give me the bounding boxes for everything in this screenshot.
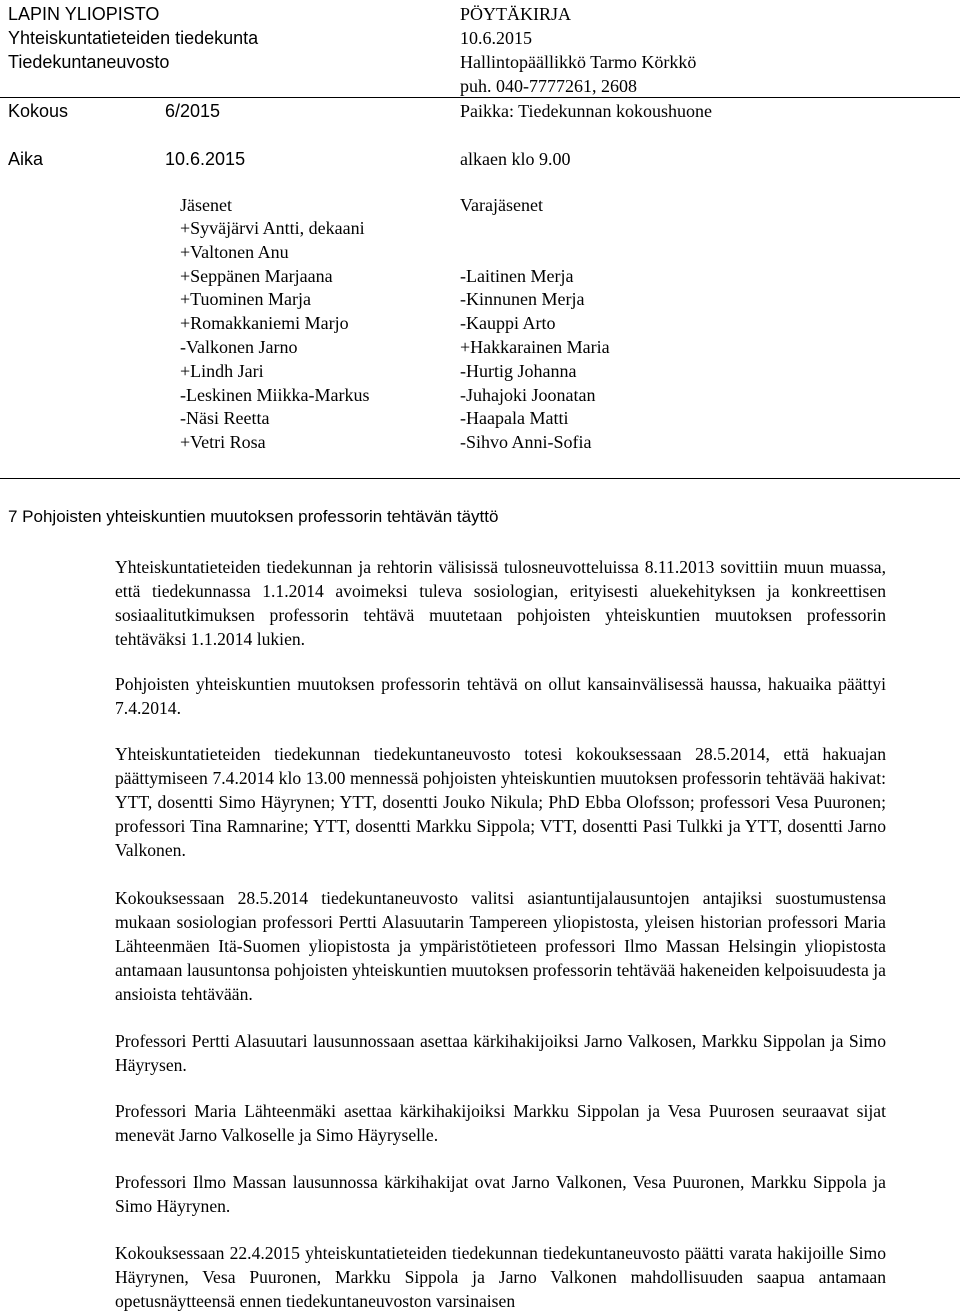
member-item: +Romakkaniemi Marjo <box>180 313 349 334</box>
paragraph: Professori Maria Lähteenmäki asettaa kärkihakijoiksi Markku Sippolan ja Vesa Puurosen seuraavat sijat menevät Jarno Valkoselle ja Simo Häyryselle. <box>115 1101 886 1145</box>
paragraph: Professori Pertti Alasuutari lausunnossaan asettaa kärkihakijoiksi Jarno Valkosen, Markku Sippolan ja Simo Häyrysen. <box>115 1031 886 1075</box>
deputy-item: +Hakkarainen Maria <box>460 336 610 357</box>
deputy-item: -Kauppi Arto <box>460 313 556 334</box>
university-name: LAPIN YLIOPISTO <box>8 4 160 24</box>
deputies-list <box>460 217 610 455</box>
member-item: -Näsi Reetta <box>180 408 270 429</box>
meeting-label: Kokous <box>8 101 69 121</box>
time-label: Aika <box>8 149 44 169</box>
member-item: +Valtonen Anu <box>180 241 289 262</box>
deputy-item: -Laitinen Merja <box>460 265 574 286</box>
paragraph: Yhteiskuntatieteiden tiedekunnan tiedekuntaneuvosto totesi kokouksessaan 28.5.2014, että hakuajan päättymiseen 7.4.2014 klo 13.00 mennessä pohjoisten yhteiskuntien muutoksen professorin tehtävää hakivat: YTT, dosentti Simo Häyrynen; YTT, dosentti Jouko Nikula; PhD Ebba Olofsson; professori Vesa Puuronen; professori Tina Ramnarine; YTT, dosentti Markku Sippola; VTT, dosentti Pasi Tulkki ja YTT, dosentti Jarno Valkonen. <box>115 744 886 860</box>
paragraph: Professori Ilmo Massan lausunnossa kärkihakijat ovat Jarno Valkonen, Vesa Puuronen, Markku Sippola ja Simo Häyrynen. <box>115 1172 886 1216</box>
members-list <box>180 217 369 455</box>
header-divider <box>0 97 960 98</box>
paragraph: Kokouksessaan 28.5.2014 tiedekuntaneuvosto valitsi asiantuntijalausuntojen antajiksi suostumustensa mukaan sosiologian professori Pertti Alasuutarin Tampereen yliopistosta, yleisen historian professori Maria Lähteenmäen Itä-Suomen yliopistosta ja ympäristötieteen professori Ilmo Massan Helsingin yliopistosta antamaan lausuntonsa pohjoisten yhteiskuntien muutoksen professorin tehtävää hakeneiden kelpoisuudesta ja ansioista tehtävään. <box>115 888 886 1004</box>
document-type: PÖYTÄKIRJA <box>460 4 572 24</box>
section-title: 7 Pohjoisten yhteiskuntien muutoksen professorin tehtävän täyttö <box>8 507 499 526</box>
meeting-date: 10.6.2015 <box>165 149 246 169</box>
paragraph: Pohjoisten yhteiskuntien muutoksen professorin tehtävä on ollut kansainvälisessä haussa, hakuaika päättyi 7.4.2014. <box>115 674 886 718</box>
member-item: +Vetri Rosa <box>180 432 266 453</box>
contact-person: Hallintopäällikkö Tarmo Körkkö <box>460 52 697 72</box>
meeting-place: Paikka: Tiedekunnan kokoushuone <box>460 101 712 121</box>
meeting-number: 6/2015 <box>165 101 221 121</box>
paragraph: Kokouksessaan 22.4.2015 yhteiskuntatieteiden tiedekunnan tiedekuntaneuvosto päätti varata hakijoille Simo Häyrynen, Vesa Puuronen, Markku Sippola ja Jarno Valkonen mahdollisuuden saapua antamaan opetusnäytteensä ennen tiedekuntaneuvoston varsinaisen <box>115 1243 886 1311</box>
member-item: +Lindh Jari <box>180 360 264 381</box>
faculty-name: Yhteiskuntatieteiden tiedekunta <box>8 28 259 48</box>
member-item: +Syväjärvi Antti, dekaani <box>180 218 365 238</box>
paragraph: Yhteiskuntatieteiden tiedekunnan ja rehtorin välisissä tulosneuvotteluissa 8.11.2013 sovittiin muun muassa, että tiedekunnassa 1.1.2014 avoimeksi tuleva sosiologian, erityisesti aluekehityksen ja konkreettisen sosiaalitutkimuksen professorin tehtävä muutetaan pohjoisten yhteiskuntien muutoksen professorin tehtäväksi 1.1.2014 lukien. <box>115 557 886 649</box>
document-date: 10.6.2015 <box>460 28 532 48</box>
member-item: -Leskinen Miikka-Markus <box>180 384 370 405</box>
section-divider <box>0 478 960 479</box>
deputy-item: -Juhajoki Joonatan <box>460 384 596 405</box>
deputy-item: -Sihvo Anni-Sofia <box>460 432 592 453</box>
deputy-item: -Haapala Matti <box>460 408 569 429</box>
member-item: +Seppänen Marjaana <box>180 265 333 286</box>
deputy-item <box>460 217 610 241</box>
deputy-item: -Kinnunen Merja <box>460 289 585 310</box>
deputy-item: -Hurtig Johanna <box>460 360 577 381</box>
council-name: Tiedekuntaneuvosto <box>8 52 170 72</box>
contact-phone: puh. 040-7777261, 2608 <box>460 76 637 96</box>
member-item: +Tuominen Marja <box>180 289 311 310</box>
member-item: -Valkonen Jarno <box>180 336 298 357</box>
meeting-time: alkaen klo 9.00 <box>460 149 571 169</box>
members-heading: Jäsenet <box>180 195 232 215</box>
deputies-heading: Varajäsenet <box>460 195 543 215</box>
deputy-item <box>460 241 610 265</box>
